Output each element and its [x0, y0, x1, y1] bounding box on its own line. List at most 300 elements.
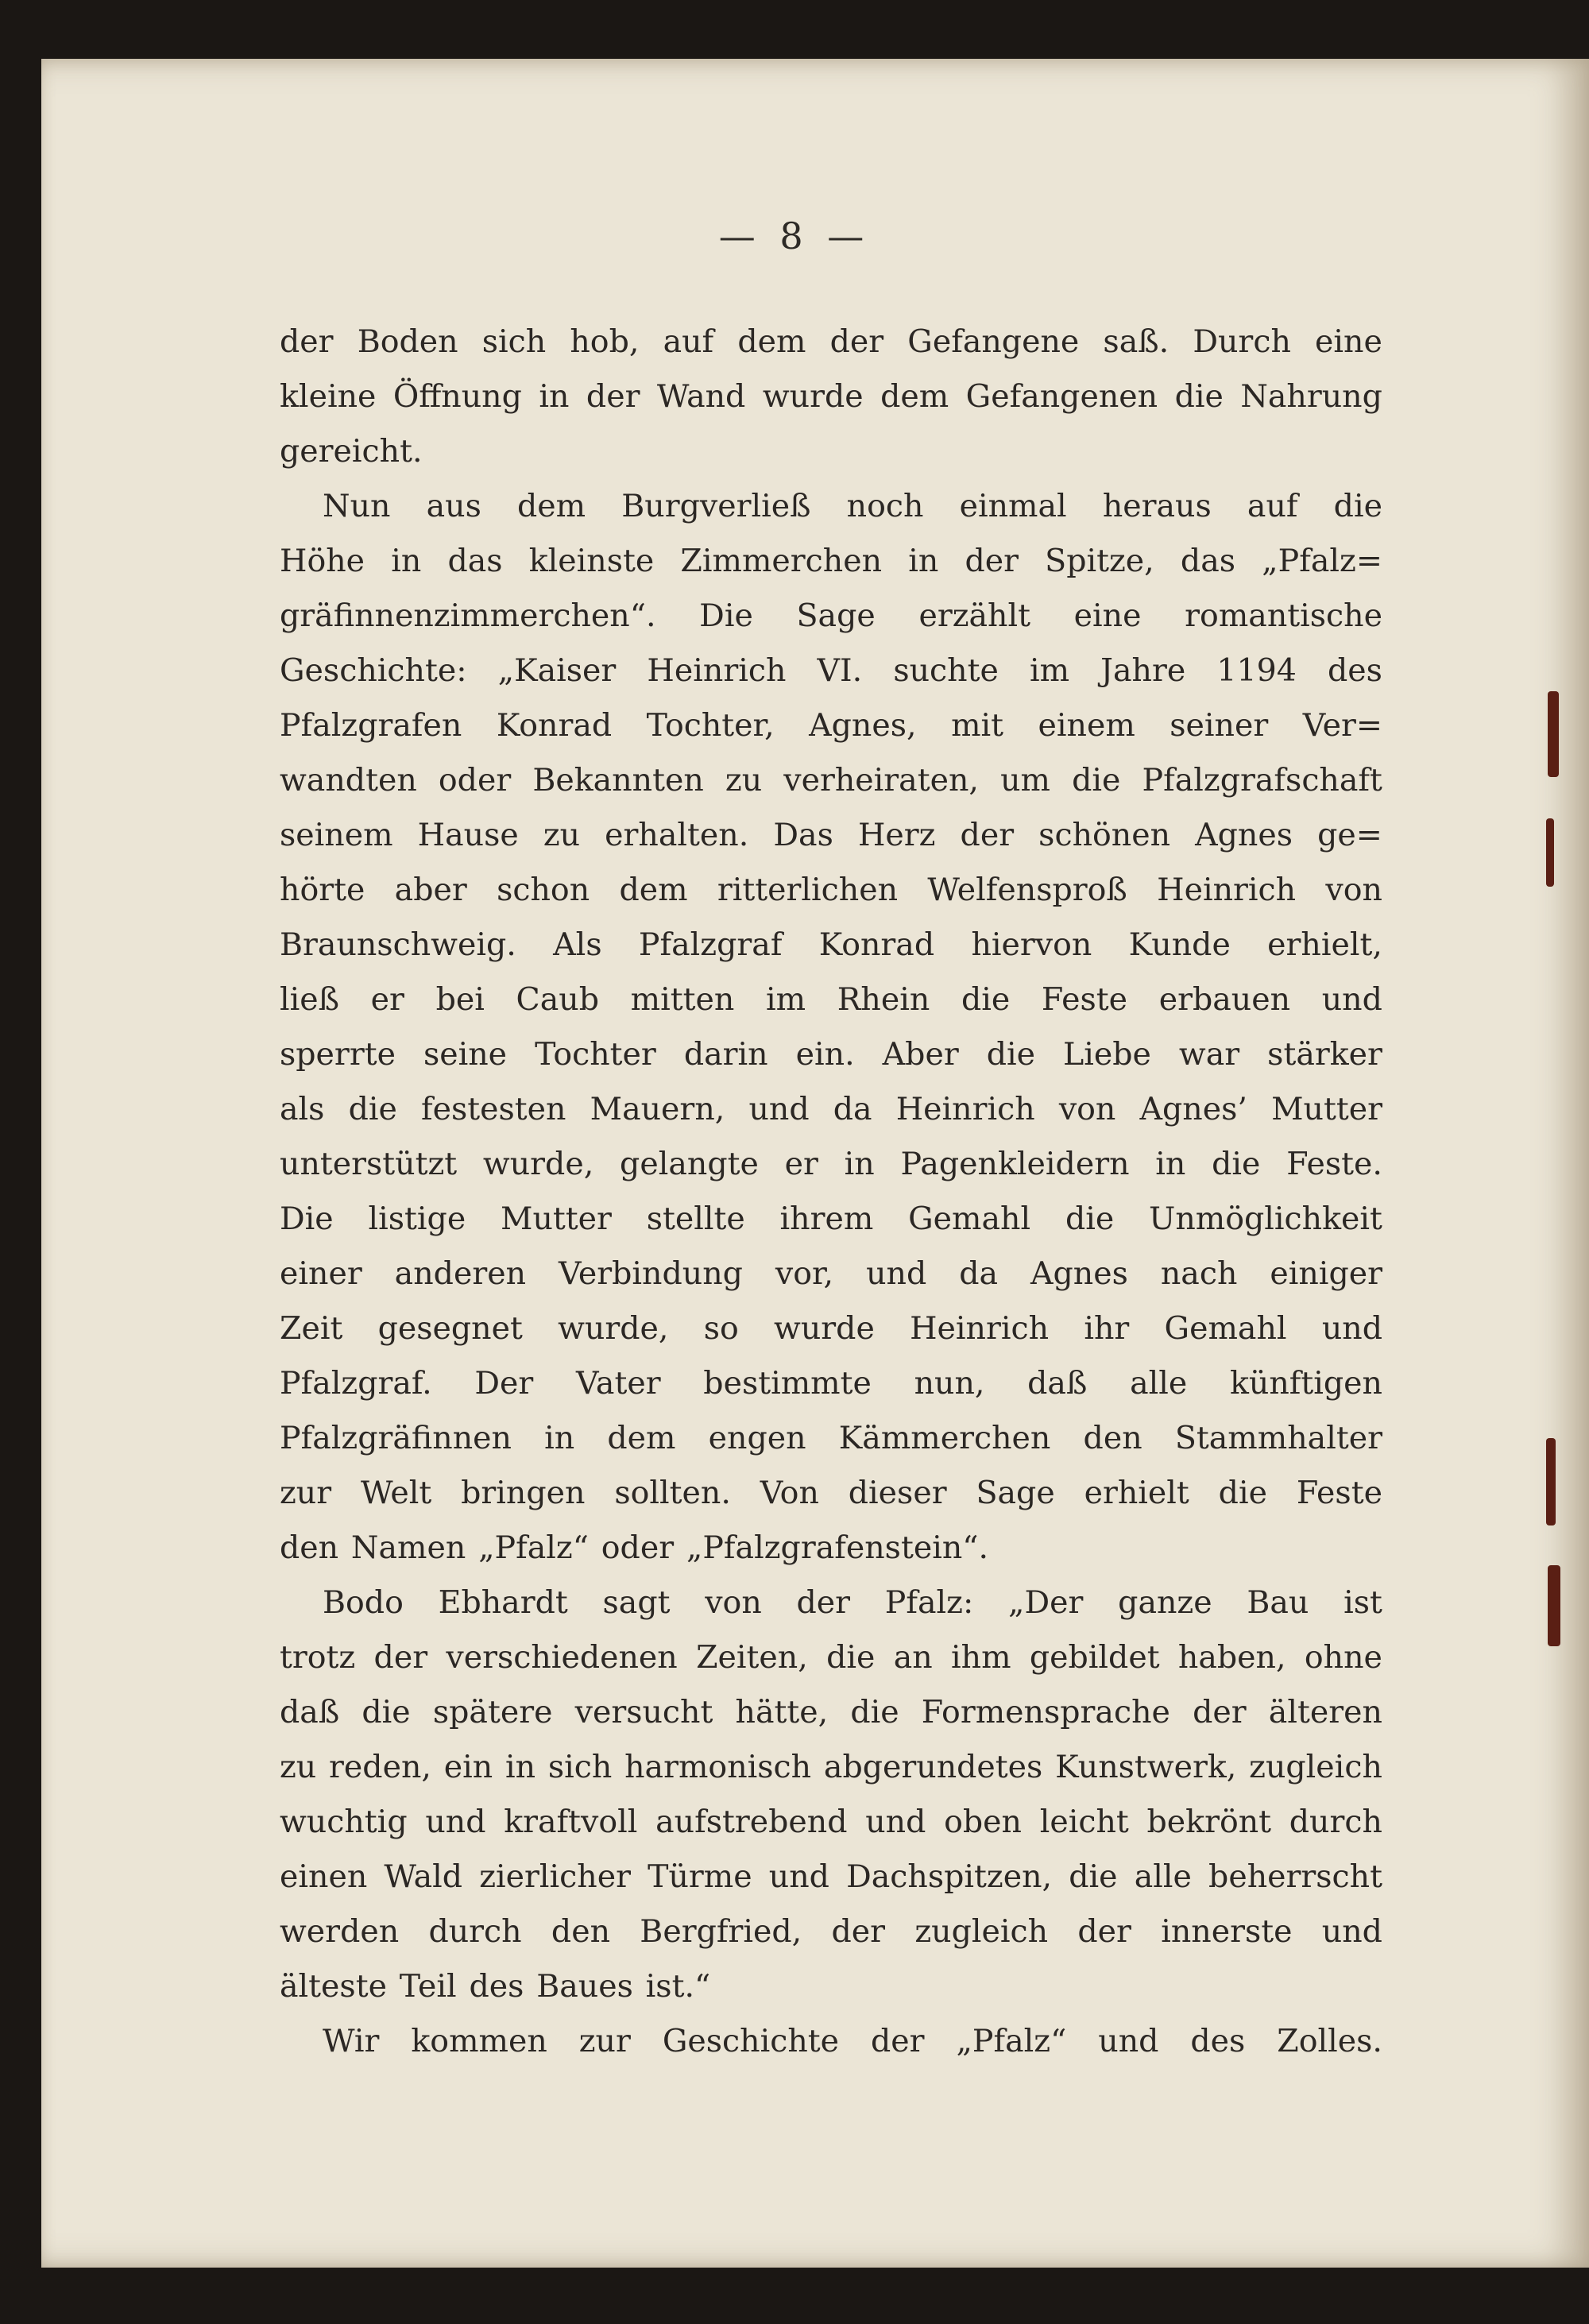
word: Welt	[361, 1475, 432, 1511]
text-line	[280, 918, 1382, 973]
word: Als	[553, 926, 602, 963]
word: eine	[1073, 597, 1142, 634]
word: des	[469, 1968, 524, 2005]
word: oben	[944, 1804, 1022, 1840]
word: „Pfalz“	[956, 2023, 1067, 2059]
text-line	[280, 1740, 1382, 1795]
word: Unmöglichkeit	[1149, 1201, 1382, 1237]
word: Bekannten	[532, 762, 704, 799]
word: wurde	[762, 378, 864, 415]
word: kleine	[280, 378, 377, 415]
word: Hause	[417, 817, 519, 853]
word: Die	[280, 1201, 334, 1237]
word: auf	[663, 323, 714, 360]
word: da	[959, 1255, 999, 1292]
word: Stammhalter	[1174, 1420, 1382, 1456]
word: Höhe	[280, 543, 365, 579]
word: er	[784, 1146, 818, 1182]
word: Agnes’	[1139, 1091, 1247, 1127]
word: der	[373, 1639, 428, 1676]
word: aus	[426, 488, 481, 524]
text-line	[280, 698, 1382, 753]
text-line	[280, 424, 1382, 479]
word: spätere	[432, 1694, 553, 1730]
word: schon	[497, 872, 590, 908]
word: Sage	[976, 1475, 1055, 1511]
word: wurde	[774, 1310, 875, 1347]
word: Namen	[350, 1529, 466, 1566]
text-line	[280, 589, 1382, 644]
word: ist	[1343, 1584, 1382, 1621]
word: Wald	[384, 1858, 463, 1895]
word: heraus	[1102, 488, 1212, 524]
word: von	[1058, 1091, 1116, 1127]
word: Heinrich	[647, 652, 787, 689]
word: erhielt	[1084, 1475, 1189, 1511]
word: ihrem	[779, 1201, 874, 1237]
word: ge=	[1317, 817, 1382, 853]
word: Dachspitzen,	[846, 1858, 1053, 1895]
word: zu	[280, 1749, 317, 1785]
word: daß	[1027, 1365, 1088, 1402]
word: einmal	[959, 488, 1067, 524]
word: „Kaiser	[497, 652, 617, 689]
word: stärker	[1267, 1036, 1382, 1073]
word: Agnes,	[809, 707, 917, 744]
word: oder	[601, 1529, 675, 1566]
word: unterstützt	[280, 1146, 458, 1182]
word: romantische	[1185, 597, 1382, 634]
word: einer	[280, 1255, 362, 1292]
word: dem	[880, 378, 949, 415]
word: der	[1077, 1913, 1131, 1950]
text-line	[280, 1959, 1382, 2014]
word: so	[703, 1310, 739, 1347]
word: gesegnet	[377, 1310, 523, 1347]
word: daß	[280, 1694, 340, 1730]
word: ließ	[280, 981, 340, 1018]
word: nun,	[914, 1365, 985, 1402]
edge-mark	[1548, 1565, 1560, 1646]
word: versucht	[574, 1694, 713, 1730]
word: werden	[280, 1913, 400, 1950]
word: die	[361, 1694, 411, 1730]
word: in	[544, 1420, 575, 1456]
word: in	[1155, 1146, 1186, 1182]
word: kraftvoll	[504, 1804, 638, 1840]
word: der	[586, 378, 640, 415]
word: Heinrich	[910, 1310, 1050, 1347]
word: Die	[699, 597, 753, 634]
word: Agnes	[1030, 1255, 1128, 1292]
word: Caub	[516, 981, 600, 1018]
word: den	[551, 1913, 611, 1950]
word: Mauern,	[590, 1091, 725, 1127]
word: Durch	[1193, 323, 1291, 360]
word: Teil	[399, 1968, 457, 2005]
word: Zeiten,	[696, 1639, 808, 1676]
edge-mark	[1548, 691, 1559, 777]
word: die	[986, 1036, 1036, 1073]
word: Wand	[656, 378, 746, 415]
word: Pfalzgräfinnen	[280, 1420, 512, 1456]
word: Tochter	[535, 1036, 656, 1073]
word: Welfensproß	[927, 872, 1127, 908]
word: ihr	[1084, 1310, 1130, 1347]
word: kommen	[411, 2023, 547, 2059]
word: Feste	[1296, 1475, 1382, 1511]
word: der	[829, 323, 884, 360]
word: der	[280, 323, 334, 360]
word: künftigen	[1229, 1365, 1382, 1402]
text-line	[280, 1027, 1382, 1082]
word: sagt	[602, 1584, 671, 1621]
word: Feste	[1041, 981, 1128, 1018]
word: die	[850, 1694, 899, 1730]
word: mitten	[630, 981, 735, 1018]
word: Jahre	[1100, 652, 1186, 689]
word: bestimmte	[703, 1365, 872, 1402]
word: bringen	[461, 1475, 586, 1511]
text-line	[280, 644, 1382, 698]
word: Verbindung	[558, 1255, 743, 1292]
word: zierlicher	[479, 1858, 631, 1895]
word: die	[1212, 1146, 1261, 1182]
word: alle	[1130, 1365, 1188, 1402]
word: bekrönt	[1146, 1804, 1272, 1840]
word: suchte	[893, 652, 999, 689]
word: gelangte	[620, 1146, 759, 1182]
word: ein.	[795, 1036, 855, 1073]
word: Zolles.	[1277, 2023, 1382, 2059]
text-line	[280, 1630, 1382, 1685]
word: vor,	[775, 1255, 834, 1292]
word: auf	[1247, 488, 1298, 524]
word: und	[1098, 2023, 1159, 2059]
word: hörte	[280, 872, 365, 908]
word: erhalten.	[605, 817, 749, 853]
word: ein	[443, 1749, 493, 1785]
word: einem	[1038, 707, 1135, 744]
word: Konrad	[496, 707, 613, 744]
word: zu	[543, 817, 581, 853]
text-line	[280, 1795, 1382, 1850]
word: sich	[547, 1749, 613, 1785]
word: die	[1069, 1858, 1118, 1895]
word: Wir	[323, 2023, 380, 2059]
word: Boden	[357, 323, 458, 360]
word: ohne	[1304, 1639, 1382, 1676]
word: Spitze,	[1045, 543, 1154, 579]
word: wurde,	[558, 1310, 669, 1347]
word: ganze	[1118, 1584, 1212, 1621]
word: im	[765, 981, 806, 1018]
word: „Der	[1008, 1584, 1084, 1621]
text-line	[280, 808, 1382, 863]
word: der	[831, 1913, 886, 1950]
word: die	[348, 1091, 397, 1127]
word: Heinrich	[1157, 872, 1297, 908]
word: Tochter,	[646, 707, 775, 744]
text-line	[280, 1850, 1382, 1904]
text-line	[280, 1137, 1382, 1192]
word: alle	[1134, 1858, 1192, 1895]
word: das	[1180, 543, 1236, 579]
text-line	[280, 315, 1382, 369]
word: und	[1321, 1310, 1382, 1347]
word: listige	[368, 1201, 466, 1237]
word: die	[826, 1639, 876, 1676]
word: Pfalzgraf.	[280, 1365, 432, 1402]
text-line	[280, 1521, 1382, 1576]
word: Liebe	[1063, 1036, 1151, 1073]
word: und	[768, 1858, 829, 1895]
word: aber	[394, 872, 467, 908]
text-line	[280, 534, 1382, 589]
word: Geschichte:	[280, 652, 467, 689]
word: trotz	[280, 1639, 356, 1676]
word: reden,	[329, 1749, 431, 1785]
word: abgerundetes	[823, 1749, 1043, 1785]
word: Ver=	[1302, 707, 1382, 744]
word: von	[705, 1584, 762, 1621]
text-line	[280, 1247, 1382, 1301]
word: Geschichte	[662, 2023, 840, 2059]
text-line	[280, 1301, 1382, 1356]
word: VI.	[817, 652, 863, 689]
word: des	[1190, 2023, 1246, 2059]
word: ist.“	[645, 1968, 711, 2005]
word: Feste.	[1286, 1146, 1382, 1182]
word: Bau	[1247, 1584, 1309, 1621]
word: „Pfalz=	[1262, 543, 1382, 579]
word: eine	[1315, 323, 1382, 360]
word: Burgverließ	[621, 488, 811, 524]
word: sollten.	[614, 1475, 731, 1511]
word: war	[1178, 1036, 1240, 1073]
word: Zeit	[280, 1310, 343, 1347]
word: Bergfried,	[640, 1913, 802, 1950]
word: den	[1083, 1420, 1142, 1456]
word: dieser	[848, 1475, 947, 1511]
word: gräfinnenzimmerchen“.	[280, 597, 656, 634]
word: die	[1065, 1201, 1115, 1237]
word: Öffnung	[392, 378, 522, 415]
word: und	[865, 1804, 926, 1840]
word: in	[539, 378, 570, 415]
word: engen	[708, 1420, 806, 1456]
word: er	[370, 981, 404, 1018]
word: die	[1174, 378, 1224, 415]
word: Zimmerchen	[680, 543, 883, 579]
word: die	[1072, 762, 1121, 799]
word: Ebhardt	[438, 1584, 568, 1621]
word: ritterlichen	[717, 872, 899, 908]
text-line	[280, 1685, 1382, 1740]
word: oder	[438, 762, 512, 799]
word: der	[1193, 1694, 1247, 1730]
word: da	[833, 1091, 872, 1127]
word: beherrscht	[1208, 1858, 1382, 1895]
text-line	[280, 369, 1382, 424]
text-line	[280, 973, 1382, 1027]
word: 1194	[1216, 652, 1297, 689]
word: Nun	[323, 488, 391, 524]
word: um	[1000, 762, 1050, 799]
word: festesten	[421, 1091, 566, 1127]
word: hob,	[570, 323, 640, 360]
word: älteste	[280, 1968, 387, 2005]
word: durch	[1289, 1804, 1382, 1840]
word: als	[280, 1091, 325, 1127]
word: in	[844, 1146, 875, 1182]
word: Gemahl	[908, 1201, 1031, 1237]
text-line	[280, 753, 1382, 808]
word: seiner	[1170, 707, 1269, 744]
word: mit	[951, 707, 1004, 744]
word: in	[908, 543, 939, 579]
word: seine	[423, 1036, 508, 1073]
edge-mark	[1546, 818, 1554, 887]
word: Rhein	[837, 981, 930, 1018]
word: leicht	[1039, 1804, 1129, 1840]
word: Braunschweig.	[280, 926, 516, 963]
word: verheiraten,	[783, 762, 979, 799]
word: in	[505, 1749, 536, 1785]
word: haben,	[1177, 1639, 1286, 1676]
word: der	[870, 2023, 925, 2059]
word: anderen	[394, 1255, 527, 1292]
word: „Pfalzgrafenstein“.	[686, 1529, 989, 1566]
word: nach	[1160, 1255, 1238, 1292]
text-line	[280, 1356, 1382, 1411]
word: seinem	[280, 817, 393, 853]
word: der	[965, 543, 1019, 579]
word: harmonisch	[624, 1749, 812, 1785]
word: hätte,	[735, 1694, 829, 1730]
word: den	[280, 1529, 339, 1566]
word: Pfalzgraf	[638, 926, 783, 963]
word: gereicht.	[280, 433, 423, 470]
word: gebildet	[1029, 1639, 1160, 1676]
edge-mark	[1546, 1438, 1556, 1525]
word: wandten	[280, 762, 417, 799]
text-line	[280, 2014, 1382, 2069]
word: dem	[737, 323, 806, 360]
text-line	[280, 1082, 1382, 1137]
word: der	[960, 817, 1015, 853]
word: das	[447, 543, 503, 579]
word: im	[1029, 652, 1070, 689]
word: Bodo	[323, 1584, 404, 1621]
word: einiger	[1270, 1255, 1382, 1292]
word: Von	[760, 1475, 819, 1511]
page-number: — 8 —	[718, 215, 871, 257]
word: Aber	[882, 1036, 959, 1073]
word: erzählt	[918, 597, 1031, 634]
word: einen	[280, 1858, 368, 1895]
word: zur	[578, 2023, 631, 2059]
word: aufstrebend	[655, 1804, 848, 1840]
word: Heinrich	[895, 1091, 1035, 1127]
word: die	[961, 981, 1011, 1018]
word: und	[425, 1804, 486, 1840]
word: noch	[846, 488, 924, 524]
word: dem	[619, 872, 688, 908]
word: Gefangene	[907, 323, 1080, 360]
word: und	[1321, 1913, 1382, 1950]
word: zu	[725, 762, 763, 799]
text-line	[280, 1466, 1382, 1521]
word: Gefangenen	[965, 378, 1158, 415]
text-line	[280, 1904, 1382, 1959]
word: und	[866, 1255, 927, 1292]
word: zugleich	[1249, 1749, 1382, 1785]
word: Pfalzgrafen	[280, 707, 462, 744]
word: der	[796, 1584, 851, 1621]
word: zugleich	[914, 1913, 1049, 1950]
word: Baues	[536, 1968, 633, 2005]
word: älteren	[1268, 1694, 1382, 1730]
text-line	[280, 479, 1382, 534]
word: wurde,	[482, 1146, 594, 1182]
word: Pfalz:	[884, 1584, 974, 1621]
word: erbauen	[1158, 981, 1291, 1018]
word: Nahrung	[1240, 378, 1382, 415]
body-text	[280, 315, 1382, 2069]
word: erhielt,	[1267, 926, 1382, 963]
word: Das	[773, 817, 833, 853]
word: zur	[280, 1475, 332, 1511]
word: Formensprache	[921, 1694, 1170, 1730]
word: wuchtig	[280, 1804, 408, 1840]
word: an	[893, 1639, 933, 1676]
word: Konrad	[818, 926, 935, 963]
word: Türme	[648, 1858, 752, 1895]
word: ihm	[951, 1639, 1011, 1676]
word: Herz	[857, 817, 936, 853]
word: kleinste	[528, 543, 655, 579]
word: Mutter	[1271, 1091, 1382, 1127]
word: schönen	[1038, 817, 1171, 853]
word: und	[748, 1091, 810, 1127]
word: Agnes	[1195, 817, 1293, 853]
word: des	[1328, 652, 1382, 689]
text-line	[280, 1192, 1382, 1247]
word: die	[1333, 488, 1382, 524]
word: sperrte	[280, 1036, 396, 1073]
word: Kunstwerk,	[1055, 1749, 1237, 1785]
word: durch	[428, 1913, 522, 1950]
word: stellte	[646, 1201, 745, 1237]
word: Kämmerchen	[838, 1420, 1051, 1456]
word: Sage	[796, 597, 876, 634]
word: sich	[481, 323, 547, 360]
word: Pagenkleidern	[900, 1146, 1130, 1182]
text-line	[280, 1576, 1382, 1630]
word: Gemahl	[1164, 1310, 1287, 1347]
word: die	[1218, 1475, 1267, 1511]
word: Mutter	[501, 1201, 612, 1237]
word: Kunde	[1128, 926, 1231, 963]
word: innerste	[1161, 1913, 1293, 1950]
word: von	[1325, 872, 1382, 908]
word: in	[391, 543, 422, 579]
word: Der	[474, 1365, 534, 1402]
word: Vater	[576, 1365, 661, 1402]
word: Pfalzgrafschaft	[1142, 762, 1382, 799]
text-line	[280, 863, 1382, 918]
